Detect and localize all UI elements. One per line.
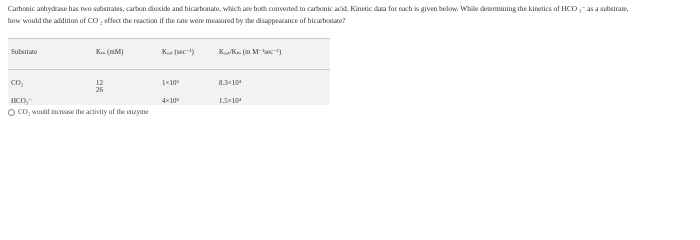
kinetics-table	[8, 38, 330, 105]
row-co2-substrate: CO₂	[11, 79, 24, 87]
header-substrate: Substrate	[11, 48, 38, 56]
row-hco3-km: 26	[96, 86, 103, 94]
header-kcat-km: Kₒₐₜ/Kₘ (m M⁻¹sec⁻¹)	[219, 48, 282, 56]
row-co2-kcat: 1×10⁶	[162, 79, 179, 87]
row-co2-km: 12	[96, 79, 103, 87]
header-km: Kₘ (mM)	[96, 48, 124, 56]
answer-option[interactable]	[8, 106, 149, 118]
answer-option-label: CO₂ would increase the activity of the enzyme	[18, 108, 149, 116]
header-kcat: Kₒₐₜ (sec⁻¹)	[162, 48, 194, 56]
radio-button[interactable]	[8, 109, 15, 116]
question-text	[8, 3, 696, 26]
row-hco3-kcat: 4×10⁵	[162, 97, 179, 105]
table-header-row	[8, 39, 330, 70]
row-hco3-substrate: HCO₃⁻	[11, 97, 32, 105]
row-co2-ratio: 8.3×10⁴	[219, 79, 242, 87]
question-line-1: Carbonic anhydrase has two substrates, carbon dioxide and bicarbonate, which are both converted to carbonic acid. Kinetic data for each is given below. While determining the kinetics of HCO ₃⁻ as a substrate,	[8, 4, 629, 13]
question-line-2: how would the addition of CO ₂ effect the reaction if the rate were measured by the disappearance of bicarbonate?	[8, 15, 346, 25]
row-hco3-ratio: 1.5×10⁴	[219, 97, 242, 105]
